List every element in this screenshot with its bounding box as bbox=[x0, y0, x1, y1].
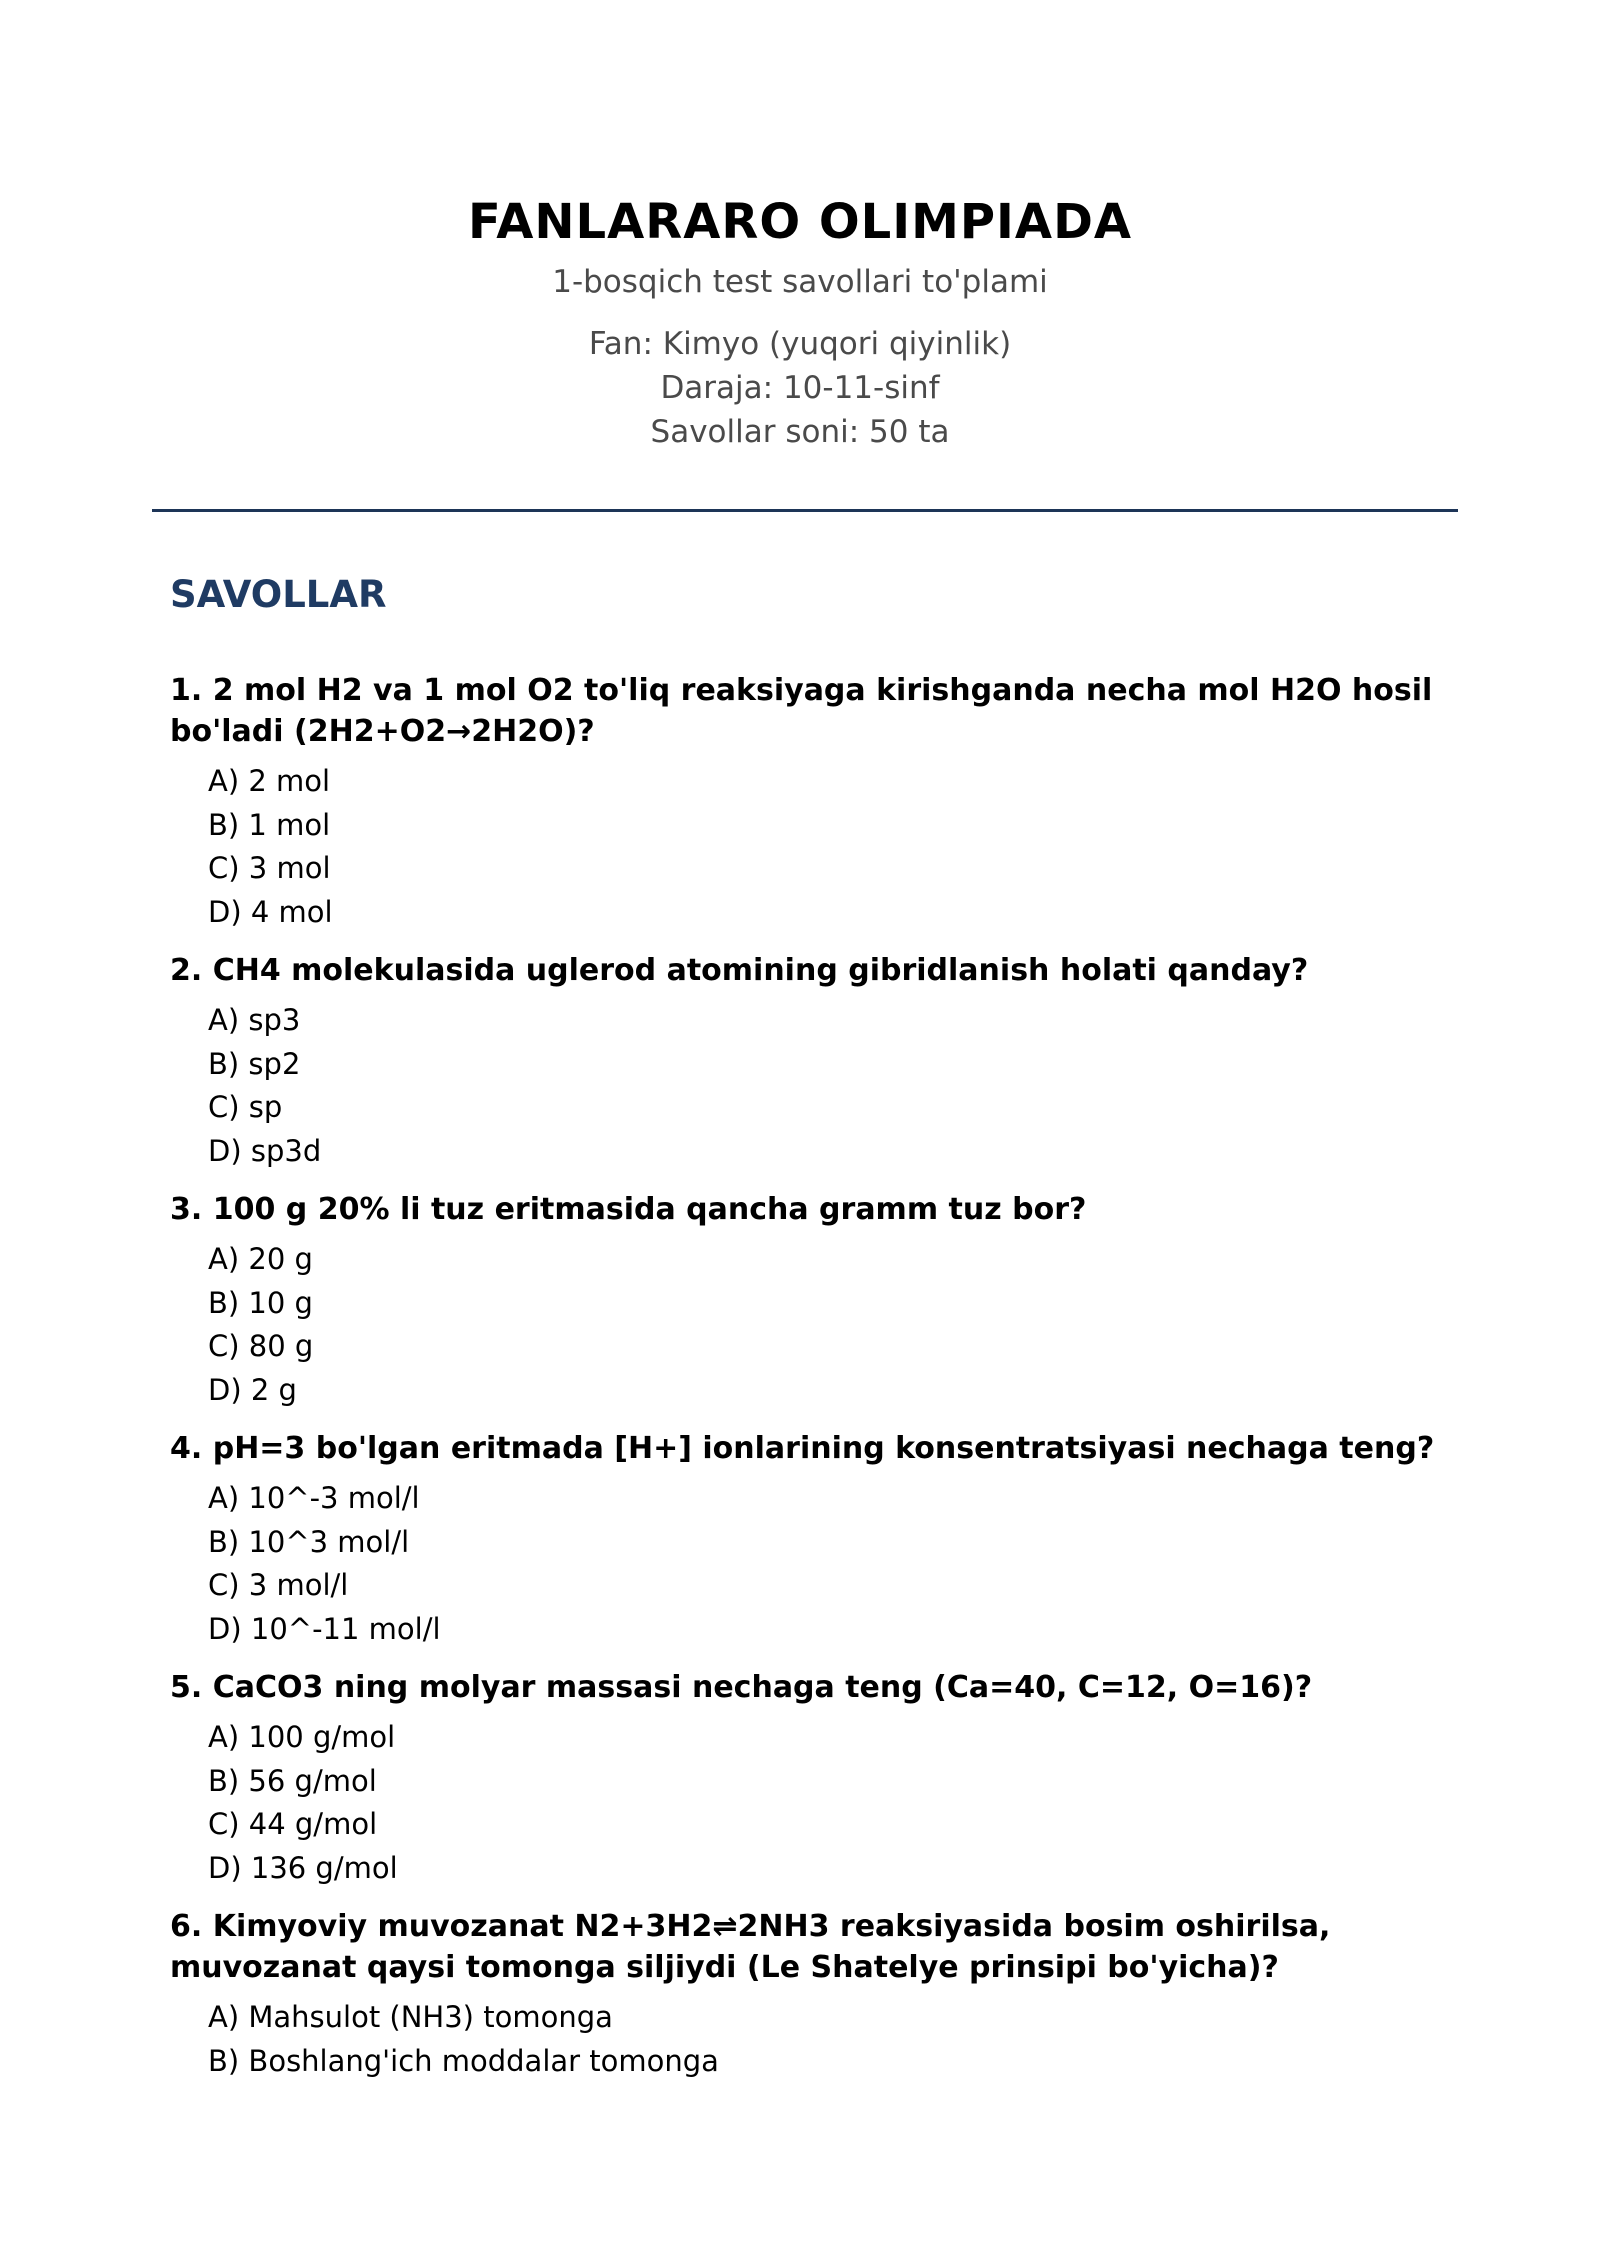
answer-options bbox=[170, 760, 1460, 934]
answer-option-d: D) 2 g bbox=[208, 1372, 297, 1407]
subject-line: Fan: Kimyo (yuqori qiyinlik) bbox=[588, 326, 1012, 362]
answer-option-b: B) 10 g bbox=[208, 1285, 313, 1320]
answer-option-c: C) sp bbox=[208, 1090, 283, 1124]
header-divider bbox=[152, 509, 1458, 512]
answer-options bbox=[170, 999, 1460, 1173]
level-line: Daraja: 10-11-sinf bbox=[660, 370, 940, 406]
answer-option-b: B) 1 mol bbox=[208, 807, 331, 842]
answer-option-d: D) 4 mol bbox=[208, 894, 333, 929]
answer-option-b: B) sp2 bbox=[208, 1046, 301, 1081]
question-text: 5. CaCO3 ning molyar massasi nechaga teng (Ca=40, C=12, O=16)? bbox=[170, 1670, 1313, 1705]
answer-option-b: B) 10^3 mol/l bbox=[208, 1524, 410, 1559]
answer-option-a: A) 100 g/mol bbox=[208, 1720, 396, 1754]
answer-option-a: A) 10^-3 mol/l bbox=[208, 1481, 420, 1515]
question-text: 1. 2 mol H2 va 1 mol O2 to'liq reaksiyaga kirishganda necha mol H2O hosil bo'ladi (2H2+O2→2H2O)? bbox=[170, 673, 1433, 749]
question-text: 6. Kimyoviy muvozanat N2+3H2⇌2NH3 reaksiyasida bosim oshirilsa, muvozanat qaysi tomonga siljiydi (Le Shatelye prinsipi bo'yicha)? bbox=[170, 1909, 1331, 1985]
answer-option-a: A) Mahsulot (NH3) tomonga bbox=[208, 2000, 613, 2034]
question-item bbox=[170, 670, 1460, 934]
answer-option-b: B) Boshlang'ich moddalar tomonga bbox=[208, 2043, 719, 2078]
answer-options bbox=[170, 1238, 1460, 1412]
answer-option-c: C) 3 mol/l bbox=[208, 1568, 349, 1602]
answer-option-a: A) sp3 bbox=[208, 1003, 301, 1037]
question-item bbox=[170, 1428, 1460, 1651]
question-item bbox=[170, 1667, 1460, 1890]
answer-option-c: C) 44 g/mol bbox=[208, 1807, 378, 1841]
answer-options bbox=[170, 1477, 1460, 1651]
answer-option-c: C) 80 g bbox=[208, 1329, 314, 1363]
document-title: FANLARARO OLIMPIADA bbox=[467, 194, 1133, 250]
question-list bbox=[170, 670, 1460, 2099]
question-item bbox=[170, 1189, 1460, 1412]
document-subtitle: 1-bosqich test savollari to'plami bbox=[552, 264, 1048, 300]
question-text: 2. CH4 molekulasida uglerod atomining gibridlanish holati qanday? bbox=[170, 953, 1309, 988]
document-header bbox=[0, 190, 1600, 454]
document-meta bbox=[0, 322, 1600, 454]
question-item bbox=[170, 950, 1460, 1173]
question-item bbox=[170, 1906, 1460, 2083]
answer-options bbox=[170, 1716, 1460, 1890]
question-text: 4. pH=3 bo'lgan eritmada [H+] ionlarining konsentratsiyasi nechaga teng? bbox=[170, 1431, 1435, 1466]
answer-option-a: A) 20 g bbox=[208, 1242, 313, 1276]
answer-option-d: D) 136 g/mol bbox=[208, 1850, 398, 1885]
answer-option-d: D) sp3d bbox=[208, 1133, 322, 1168]
answer-option-a: A) 2 mol bbox=[208, 764, 331, 798]
question-count-line: Savollar soni: 50 ta bbox=[650, 414, 950, 450]
question-text: 3. 100 g 20% li tuz eritmasida qancha gramm tuz bor? bbox=[170, 1192, 1087, 1227]
answer-option-b: B) 56 g/mol bbox=[208, 1763, 377, 1798]
section-title: SAVOLLAR bbox=[170, 573, 387, 616]
answer-option-c: C) 3 mol bbox=[208, 851, 331, 885]
answer-option-d: D) 10^-11 mol/l bbox=[208, 1611, 441, 1646]
answer-options bbox=[170, 1996, 1460, 2083]
